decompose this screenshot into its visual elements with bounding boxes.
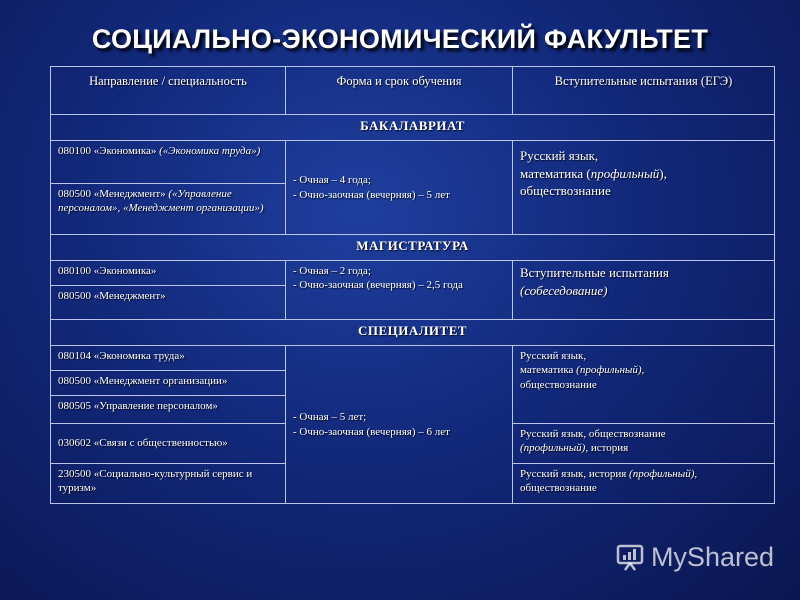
section-bachelor: БАКАЛАВРИАТ [51, 115, 775, 141]
section-row-master [51, 235, 775, 261]
bachelor-exams: Русский язык, математика (профильный), обществознание [513, 141, 775, 235]
table-row [51, 346, 775, 371]
page-title: СОЦИАЛЬНО-ЭКОНОМИЧЕСКИЙ ФАКУЛЬТЕТ [91, 24, 709, 54]
master-spec-economics: 080100 «Экономика» [51, 261, 286, 286]
watermark-text: MyShared [650, 541, 774, 572]
header-row [51, 67, 775, 115]
section-master: МАГИСТРАТУРА [51, 235, 775, 261]
specialist-spec-hr-management: 080505 «Управление персоналом» [51, 396, 286, 424]
bachelor-study-form: - Очная – 4 года; - Очно-заочная (вечерняя) – 5 лет [286, 141, 513, 235]
specialist-study-form: - Очная – 5 лет; - Очно-заочная (вечерняя) – 6 лет [286, 346, 513, 504]
faculty-table [50, 66, 775, 504]
section-row-specialist [51, 320, 775, 346]
specialist-spec-labor-economics: 080104 «Экономика труда» [51, 346, 286, 371]
bachelor-spec-economics: 080100 «Экономика» («Экономика труда») [51, 141, 286, 184]
header-form: Форма и срок обучения [286, 67, 513, 115]
section-specialist: СПЕЦИАЛИТЕТ [51, 320, 775, 346]
watermark-logo [615, 540, 774, 574]
master-exams: Вступительные испытания (собеседование) [513, 261, 775, 320]
specialist-spec-public-relations: 030602 «Связи с общественностью» [51, 424, 286, 464]
specialist-spec-tourism: 230500 «Социально-культурный сервис и туризм» [51, 464, 286, 504]
specialist-spec-org-management: 080500 «Менеджмент организации» [51, 371, 286, 396]
specialist-exams-b: Русский язык, обществознание (профильный), история [513, 424, 775, 464]
table-row [51, 141, 775, 184]
presentation-icon [615, 542, 645, 572]
header-exams: Вступительные испытания (ЕГЭ) [513, 67, 775, 115]
section-row-bachelor [51, 115, 775, 141]
master-spec-management: 080500 «Менеджмент» [51, 286, 286, 320]
header-direction: Направление / специальность [51, 67, 286, 115]
table-row [51, 261, 775, 286]
master-study-form: - Очная – 2 года; - Очно-заочная (вечерняя) – 2,5 года [286, 261, 513, 320]
bachelor-spec-management: 080500 «Менеджмент» («Управление персоналом», «Менеджмент организации») [51, 184, 286, 235]
specialist-exams-a: Русский язык, математика (профильный), обществознание [513, 346, 775, 424]
specialist-exams-c: Русский язык, история (профильный), обществознание [513, 464, 775, 504]
